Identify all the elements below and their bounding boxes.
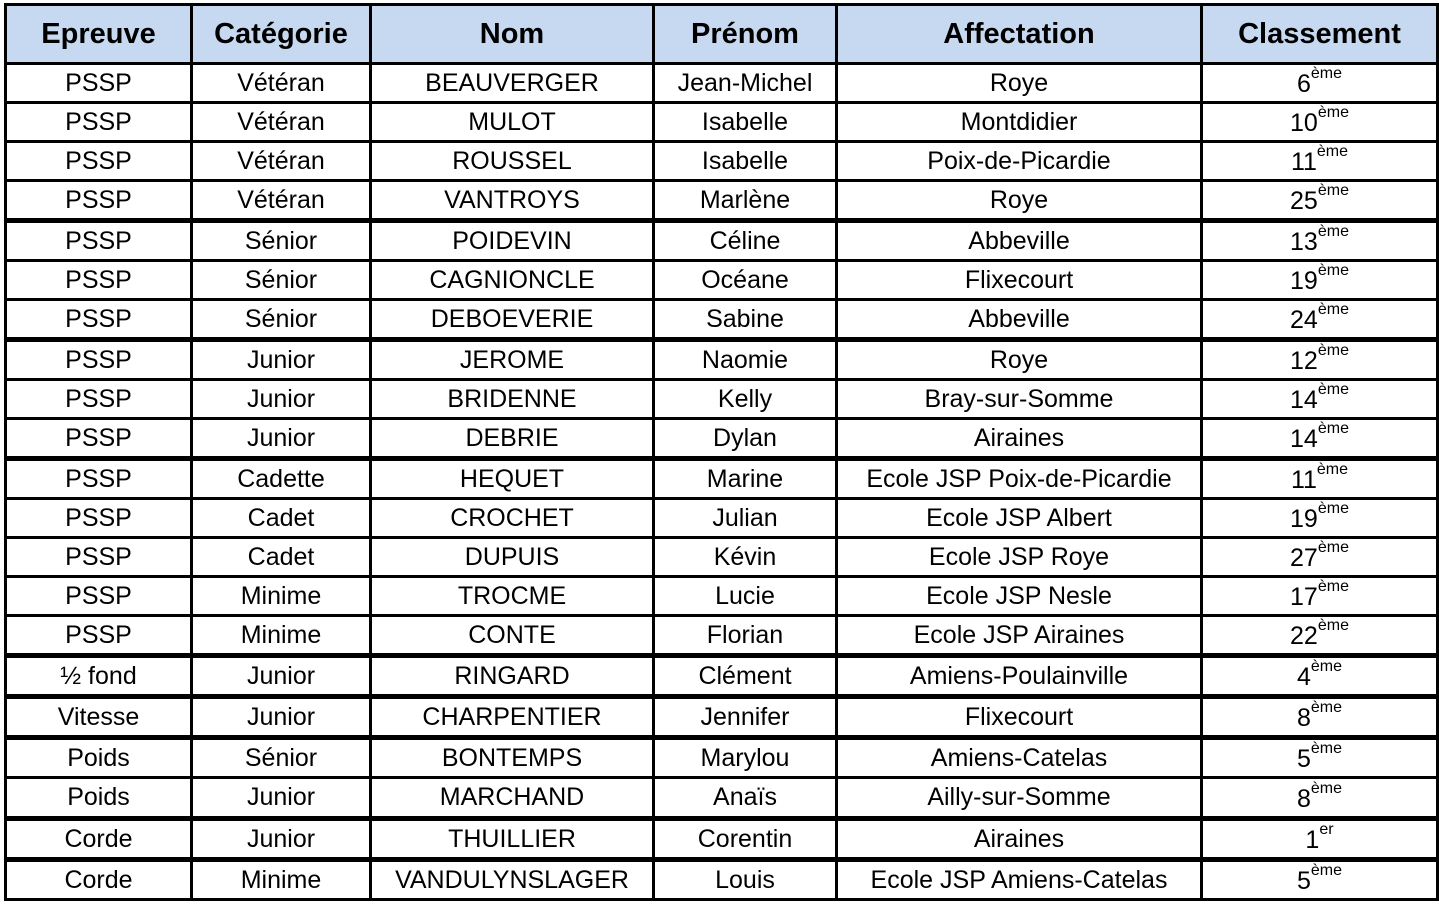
cell-nom: MULOT: [371, 103, 654, 142]
cell-epreuve: PSSP: [6, 221, 192, 261]
header-nom: Nom: [371, 5, 654, 64]
cell-categorie: Junior: [192, 819, 371, 860]
cell-affectation: Poix-de-Picardie: [837, 142, 1202, 181]
cell-epreuve: PSSP: [6, 499, 192, 538]
rank-suffix: ème: [1317, 381, 1349, 398]
rank-number: 11: [1290, 466, 1317, 494]
table-row: [6, 300, 1438, 340]
cell-epreuve: PSSP: [6, 142, 192, 181]
cell-categorie: Junior: [192, 656, 371, 697]
table-row: [6, 577, 1438, 616]
rank-number: 6: [1296, 70, 1311, 98]
rank-suffix: ème: [1317, 420, 1349, 437]
rank-suffix: ème: [1317, 342, 1349, 359]
cell-classement: [1202, 142, 1438, 181]
rank-number: 5: [1296, 745, 1311, 773]
cell-affectation: Ecole JSP Nesle: [837, 577, 1202, 616]
rank-number: 19: [1290, 505, 1318, 533]
cell-nom: ROUSSEL: [371, 142, 654, 181]
cell-categorie: Cadette: [192, 459, 371, 499]
header-row: [6, 5, 1438, 64]
cell-nom: TROCME: [371, 577, 654, 616]
cell-affectation: Abbeville: [837, 300, 1202, 340]
header-categorie: Catégorie: [192, 5, 371, 64]
cell-affectation: Amiens-Catelas: [837, 738, 1202, 778]
cell-classement: [1202, 499, 1438, 538]
rank-number: 1: [1305, 826, 1320, 854]
table-row: [6, 738, 1438, 778]
rank-suffix: ème: [1317, 223, 1349, 240]
cell-categorie: Minime: [192, 616, 371, 656]
rank-number: 25: [1290, 187, 1318, 215]
rank-suffix: ème: [1317, 500, 1349, 517]
cell-affectation: Airaines: [837, 819, 1202, 860]
rank-number: 24: [1290, 306, 1318, 334]
cell-classement: [1202, 64, 1438, 103]
cell-classement: [1202, 181, 1438, 221]
rank-number: 17: [1290, 583, 1318, 611]
results-table: [4, 3, 1439, 901]
cell-prenom: Anaïs: [654, 778, 837, 819]
cell-classement: [1202, 860, 1438, 900]
cell-prenom: Sabine: [654, 300, 837, 340]
table-row: [6, 419, 1438, 459]
header-classement: Classement: [1202, 5, 1438, 64]
rank-suffix: ème: [1317, 182, 1349, 199]
rank-suffix: ème: [1316, 461, 1349, 478]
cell-affectation: Roye: [837, 64, 1202, 103]
cell-epreuve: Poids: [6, 778, 192, 819]
cell-classement: [1202, 419, 1438, 459]
cell-classement: [1202, 300, 1438, 340]
rank-suffix: ème: [1316, 143, 1349, 160]
cell-epreuve: Poids: [6, 738, 192, 778]
cell-prenom: Marine: [654, 459, 837, 499]
cell-nom: CROCHET: [371, 499, 654, 538]
cell-categorie: Junior: [192, 697, 371, 738]
cell-classement: [1202, 616, 1438, 656]
rank-suffix: er: [1319, 821, 1334, 838]
cell-prenom: Marlène: [654, 181, 837, 221]
rank-suffix: ème: [1317, 262, 1349, 279]
rank-number: 4: [1296, 663, 1311, 691]
cell-classement: [1202, 221, 1438, 261]
cell-nom: CAGNIONCLE: [371, 261, 654, 300]
cell-prenom: Kévin: [654, 538, 837, 577]
cell-epreuve: PSSP: [6, 103, 192, 142]
rank-suffix: ème: [1317, 539, 1349, 556]
cell-classement: [1202, 819, 1438, 860]
table-row: [6, 103, 1438, 142]
cell-classement: [1202, 380, 1438, 419]
rank-suffix: ème: [1310, 699, 1343, 716]
cell-categorie: Sénior: [192, 300, 371, 340]
cell-affectation: Amiens-Poulainville: [837, 656, 1202, 697]
cell-epreuve: PSSP: [6, 419, 192, 459]
cell-nom: POIDEVIN: [371, 221, 654, 261]
cell-affectation: Airaines: [837, 419, 1202, 459]
cell-categorie: Sénior: [192, 738, 371, 778]
rank-suffix: ème: [1317, 617, 1349, 634]
cell-classement: [1202, 697, 1438, 738]
cell-categorie: Minime: [192, 577, 371, 616]
cell-epreuve: PSSP: [6, 577, 192, 616]
table-row: [6, 819, 1438, 860]
rank-suffix: ème: [1317, 104, 1349, 121]
rank-number: 8: [1296, 784, 1311, 813]
header-prenom: Prénom: [654, 5, 837, 64]
cell-categorie: Sénior: [192, 261, 371, 300]
cell-nom: CONTE: [371, 616, 654, 656]
cell-classement: [1202, 103, 1438, 142]
cell-nom: DUPUIS: [371, 538, 654, 577]
table-row: [6, 261, 1438, 300]
cell-prenom: Marylou: [654, 738, 837, 778]
cell-nom: VANTROYS: [371, 181, 654, 221]
cell-nom: BRIDENNE: [371, 380, 654, 419]
cell-classement: [1202, 340, 1438, 380]
rank-number: 12: [1290, 347, 1318, 375]
cell-categorie: Cadet: [192, 538, 371, 577]
rank-number: 19: [1290, 267, 1318, 295]
table-row: [6, 499, 1438, 538]
cell-affectation: Ecole JSP Roye: [837, 538, 1202, 577]
cell-affectation: Roye: [837, 340, 1202, 380]
rank-suffix: ème: [1317, 301, 1349, 318]
cell-classement: [1202, 738, 1438, 778]
cell-epreuve: PSSP: [6, 538, 192, 577]
cell-categorie: Minime: [192, 860, 371, 900]
cell-classement: [1202, 656, 1438, 697]
cell-prenom: Kelly: [654, 380, 837, 419]
table-row: [6, 181, 1438, 221]
cell-nom: MARCHAND: [371, 778, 654, 819]
cell-affectation: Ecole JSP Amiens-Catelas: [837, 860, 1202, 900]
cell-prenom: Jennifer: [654, 697, 837, 738]
cell-categorie: Cadet: [192, 499, 371, 538]
header-affectation: Affectation: [837, 5, 1202, 64]
rank-number: 27: [1290, 544, 1318, 572]
cell-epreuve: PSSP: [6, 64, 192, 103]
table-row: [6, 64, 1438, 103]
cell-classement: [1202, 778, 1438, 819]
table-row: [6, 778, 1438, 819]
cell-epreuve: Corde: [6, 860, 192, 900]
cell-categorie: Vétéran: [192, 142, 371, 181]
cell-epreuve: PSSP: [6, 300, 192, 340]
cell-affectation: Ailly-sur-Somme: [837, 778, 1202, 819]
cell-nom: BONTEMPS: [371, 738, 654, 778]
cell-categorie: Sénior: [192, 221, 371, 261]
cell-nom: CHARPENTIER: [371, 697, 654, 738]
cell-affectation: Ecole JSP Poix-de-Picardie: [837, 459, 1202, 499]
table-row: [6, 142, 1438, 181]
cell-epreuve: PSSP: [6, 181, 192, 221]
cell-affectation: Ecole JSP Albert: [837, 499, 1202, 538]
cell-epreuve: PSSP: [6, 616, 192, 656]
cell-prenom: Julian: [654, 499, 837, 538]
cell-nom: THUILLIER: [371, 819, 654, 860]
table-row: [6, 656, 1438, 697]
cell-prenom: Corentin: [654, 819, 837, 860]
rank-number: 22: [1290, 622, 1318, 650]
cell-epreuve: PSSP: [6, 261, 192, 300]
header-epreuve: Epreuve: [6, 5, 192, 64]
cell-affectation: Flixecourt: [837, 697, 1202, 738]
cell-nom: BEAUVERGER: [371, 64, 654, 103]
cell-epreuve: PSSP: [6, 459, 192, 499]
cell-categorie: Junior: [192, 380, 371, 419]
rank-number: 13: [1290, 228, 1318, 256]
rank-suffix: ème: [1310, 65, 1343, 82]
cell-prenom: Lucie: [654, 577, 837, 616]
cell-epreuve: Vitesse: [6, 697, 192, 738]
cell-prenom: Océane: [654, 261, 837, 300]
cell-affectation: Bray-sur-Somme: [837, 380, 1202, 419]
cell-categorie: Vétéran: [192, 181, 371, 221]
rank-suffix: ème: [1317, 578, 1349, 595]
rank-suffix: ème: [1310, 862, 1343, 879]
cell-nom: VANDULYNSLAGER: [371, 860, 654, 900]
cell-classement: [1202, 459, 1438, 499]
cell-categorie: Junior: [192, 340, 371, 380]
cell-categorie: Junior: [192, 419, 371, 459]
cell-affectation: Ecole JSP Airaines: [837, 616, 1202, 656]
table-row: [6, 697, 1438, 738]
rank-number: 5: [1296, 867, 1311, 895]
table-row: [6, 221, 1438, 261]
cell-epreuve: PSSP: [6, 380, 192, 419]
cell-prenom: Clément: [654, 656, 837, 697]
cell-prenom: Jean-Michel: [654, 64, 837, 103]
rank-number: 10: [1290, 109, 1318, 137]
cell-nom: JEROME: [371, 340, 654, 380]
table-row: [6, 538, 1438, 577]
table-row: [6, 459, 1438, 499]
rank-number: 8: [1296, 704, 1311, 732]
cell-affectation: Flixecourt: [837, 261, 1202, 300]
cell-prenom: Isabelle: [654, 103, 837, 142]
table-header: [6, 5, 1438, 64]
cell-prenom: Céline: [654, 221, 837, 261]
cell-prenom: Isabelle: [654, 142, 837, 181]
cell-epreuve: PSSP: [6, 340, 192, 380]
rank-number: 11: [1290, 148, 1317, 176]
rank-number: 14: [1290, 386, 1318, 414]
cell-affectation: Roye: [837, 181, 1202, 221]
rank-number: 14: [1290, 425, 1318, 453]
cell-categorie: Junior: [192, 778, 371, 819]
cell-prenom: Florian: [654, 616, 837, 656]
cell-epreuve: Corde: [6, 819, 192, 860]
table-row: [6, 340, 1438, 380]
cell-nom: HEQUET: [371, 459, 654, 499]
table-row: [6, 380, 1438, 419]
rank-suffix: ème: [1310, 740, 1343, 757]
cell-epreuve: ½ fond: [6, 656, 192, 697]
cell-nom: DEBRIE: [371, 419, 654, 459]
rank-suffix: ème: [1310, 658, 1343, 675]
cell-classement: [1202, 538, 1438, 577]
cell-prenom: Naomie: [654, 340, 837, 380]
table-row: [6, 860, 1438, 900]
cell-classement: [1202, 261, 1438, 300]
cell-nom: DEBOEVERIE: [371, 300, 654, 340]
rank-suffix: ème: [1310, 779, 1343, 797]
cell-classement: [1202, 577, 1438, 616]
cell-categorie: Vétéran: [192, 64, 371, 103]
cell-prenom: Dylan: [654, 419, 837, 459]
cell-affectation: Montdidier: [837, 103, 1202, 142]
cell-prenom: Louis: [654, 860, 837, 900]
cell-nom: RINGARD: [371, 656, 654, 697]
table-row: [6, 616, 1438, 656]
table-body: [6, 64, 1438, 900]
cell-categorie: Vétéran: [192, 103, 371, 142]
cell-affectation: Abbeville: [837, 221, 1202, 261]
